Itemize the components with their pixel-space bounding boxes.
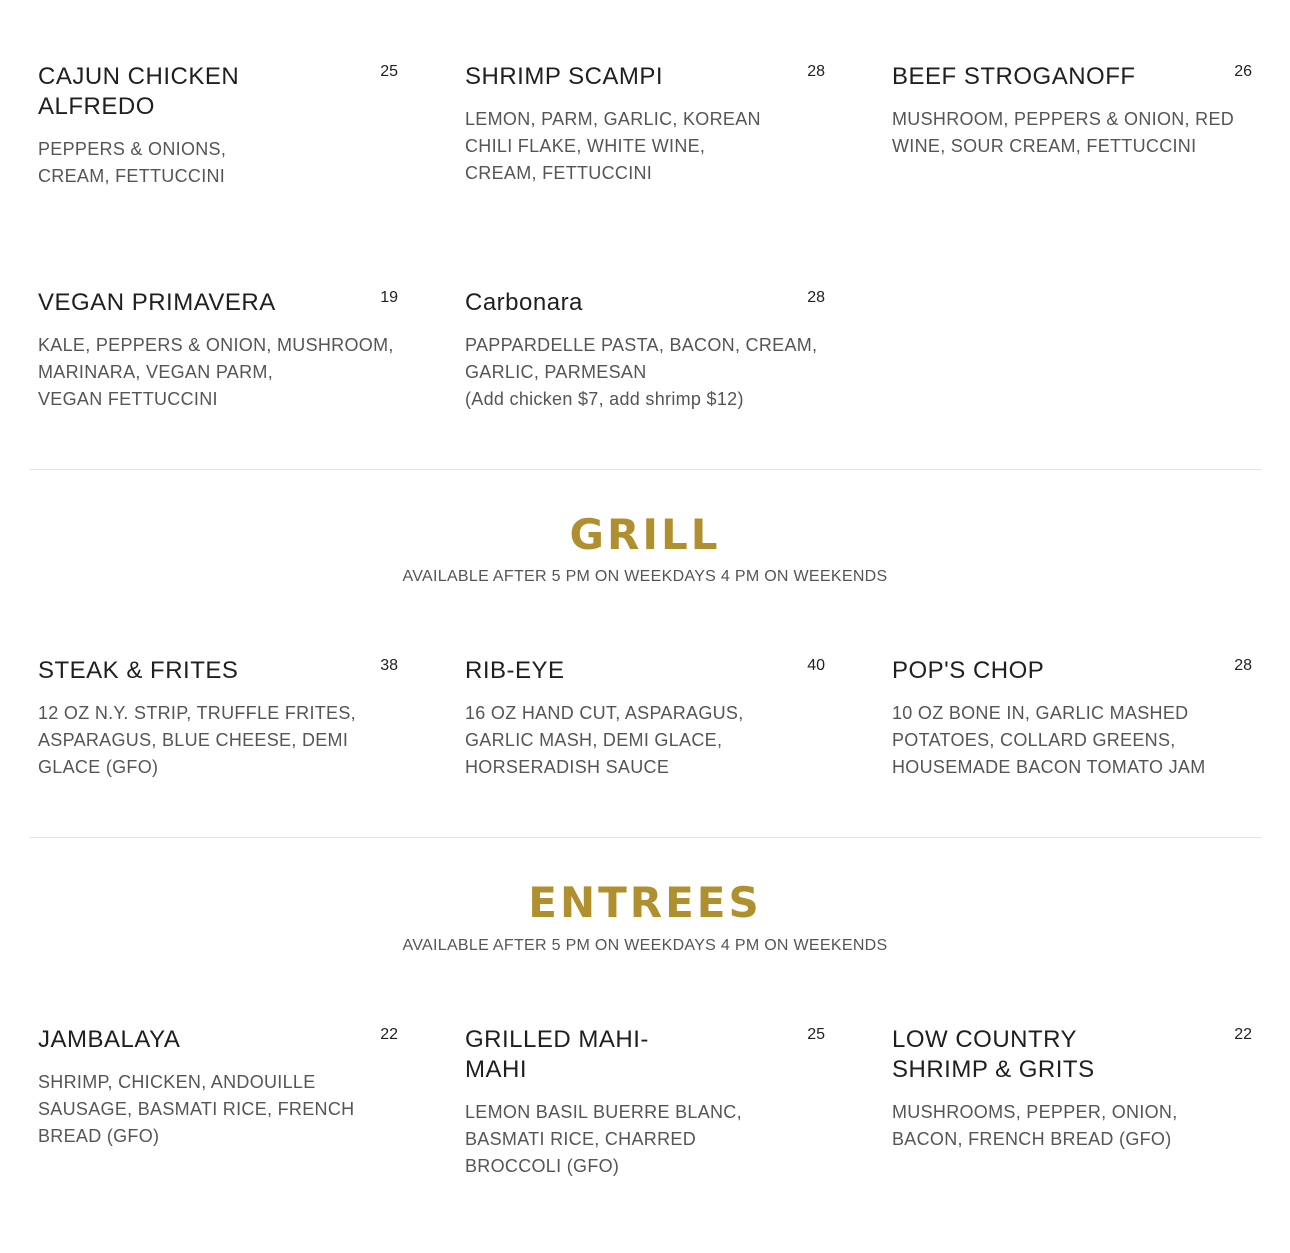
item-header <box>38 60 398 122</box>
menu-item <box>38 60 398 190</box>
item-price: 40 <box>807 657 825 674</box>
item-header <box>465 654 825 686</box>
item-description: LEMON, PARM, GARLIC, KOREAN CHILI FLAKE, WHITE WINE, CREAM, FETTUCCINI <box>465 109 761 183</box>
item-name: LOW COUNTRY SHRIMP & GRITS <box>892 1026 1095 1083</box>
menu-item <box>465 654 825 781</box>
pasta-row-2 <box>38 286 1252 413</box>
item-price: 38 <box>380 657 398 674</box>
item-header <box>38 286 398 318</box>
section-divider <box>30 469 1261 470</box>
menu-item <box>465 60 825 190</box>
item-price: 22 <box>380 1026 398 1043</box>
menu-item <box>38 286 398 413</box>
section-title-entrees: ENTREES <box>528 878 762 927</box>
item-price: 28 <box>1234 657 1252 674</box>
item-name: BEEF STROGANOFF <box>892 63 1136 90</box>
item-description: KALE, PEPPERS & ONION, MUSHROOM, MARINARA, VEGAN PARM, VEGAN FETTUCCINI <box>38 335 394 409</box>
item-name: GRILLED MAHI-MAHI <box>465 1026 649 1083</box>
menu-item <box>38 654 398 781</box>
item-price: 28 <box>807 63 825 80</box>
item-name: Carbonara <box>465 289 583 316</box>
pasta-row-1 <box>38 60 1252 190</box>
menu-item <box>465 286 825 413</box>
item-header <box>38 1023 398 1055</box>
item-description: LEMON BASIL BUERRE BLANC, BASMATI RICE, CHARRED BROCCOLI (GFO) <box>465 1102 742 1176</box>
section-subtitle-grill: AVAILABLE AFTER 5 PM ON WEEKDAYS 4 PM ON WEEKENDS <box>402 568 888 585</box>
item-price: 25 <box>807 1026 825 1043</box>
item-name: CAJUN CHICKEN ALFREDO <box>38 63 240 120</box>
item-description: MUSHROOM, PEPPERS & ONION, RED WINE, SOUR CREAM, FETTUCCINI <box>892 109 1235 156</box>
item-name: RIB-EYE <box>465 657 565 684</box>
item-price: 26 <box>1234 63 1252 80</box>
section-divider <box>30 837 1261 838</box>
item-description: MUSHROOMS, PEPPER, ONION, BACON, FRENCH BREAD (GFO) <box>892 1102 1178 1149</box>
menu-item <box>892 1023 1252 1180</box>
item-header <box>465 1023 825 1085</box>
item-name: STEAK & FRITES <box>38 657 239 684</box>
item-price: 25 <box>380 63 398 80</box>
item-description: PAPPARDELLE PASTA, BACON, CREAM, GARLIC, PARMESAN (Add chicken $7, add shrimp $12) <box>465 335 818 409</box>
item-header <box>892 60 1252 92</box>
menu-item <box>465 1023 825 1180</box>
menu-item <box>892 654 1252 781</box>
item-header <box>892 654 1252 686</box>
item-price: 19 <box>380 289 398 306</box>
menu-item <box>38 1023 398 1180</box>
item-name: VEGAN PRIMAVERA <box>38 289 276 316</box>
section-subtitle-entrees: AVAILABLE AFTER 5 PM ON WEEKDAYS 4 PM ON WEEKENDS <box>402 937 888 954</box>
section-title-grill: GRILL <box>569 510 721 559</box>
item-description: SHRIMP, CHICKEN, ANDOUILLE SAUSAGE, BASMATI RICE, FRENCH BREAD (GFO) <box>38 1072 355 1146</box>
item-description: 16 OZ HAND CUT, ASPARAGUS, GARLIC MASH, DEMI GLACE, HORSERADISH SAUCE <box>465 703 744 777</box>
item-header <box>465 286 825 318</box>
item-price: 22 <box>1234 1026 1252 1043</box>
item-description: 12 OZ N.Y. STRIP, TRUFFLE FRITES, ASPARAGUS, BLUE CHEESE, DEMI GLACE (GFO) <box>38 703 356 777</box>
menu-item <box>892 60 1252 190</box>
item-name: JAMBALAYA <box>38 1026 181 1053</box>
item-price: 28 <box>807 289 825 306</box>
item-header <box>465 60 825 92</box>
item-description: 10 OZ BONE IN, GARLIC MASHED POTATOES, COLLARD GREENS, HOUSEMADE BACON TOMATO JAM <box>892 703 1206 777</box>
item-header <box>38 654 398 686</box>
grill-items <box>38 654 1252 781</box>
entree-items <box>38 1023 1252 1180</box>
item-name: SHRIMP SCAMPI <box>465 63 664 90</box>
item-header <box>892 1023 1252 1085</box>
item-description: PEPPERS & ONIONS, CREAM, FETTUCCINI <box>38 139 227 186</box>
item-name: POP'S CHOP <box>892 657 1045 684</box>
